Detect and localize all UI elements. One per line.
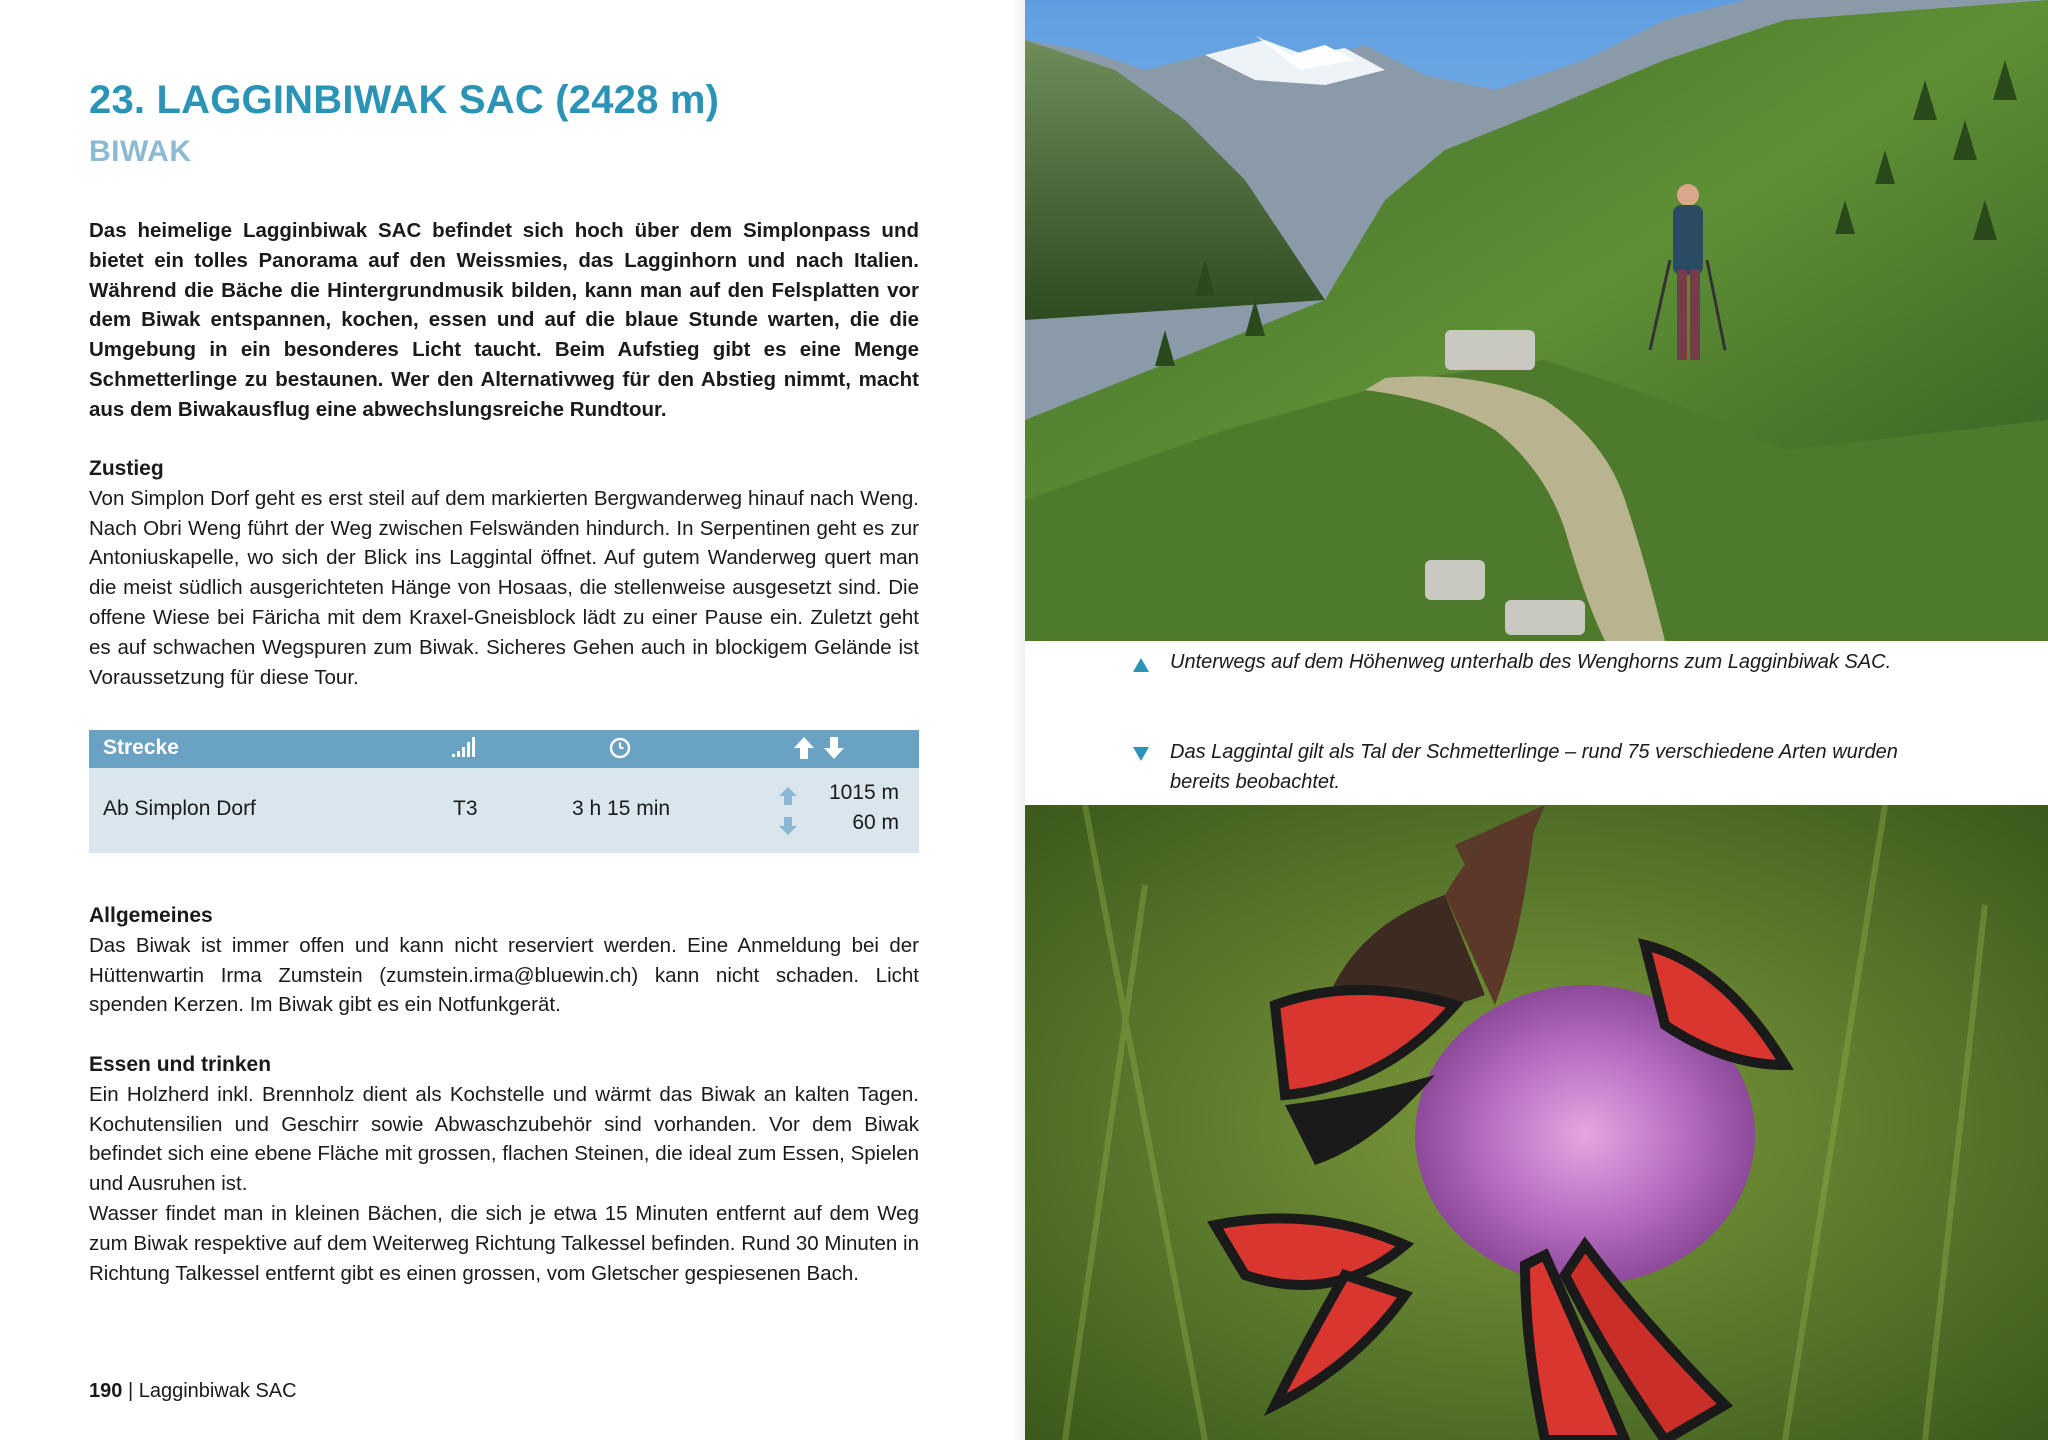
footer-section: Lagginbiwak SAC: [138, 1380, 297, 1402]
right-page: [1025, 0, 2048, 1440]
triangle-up-icon: [1132, 657, 1150, 673]
page-title: 23. LAGGINBIWAK SAC (2428 m): [89, 78, 720, 122]
section-text: Von Simplon Dorf geht es erst steil auf dem markierten Bergwanderweg hinauf nach Weng. Nach Obri Weng führt der Weg zwischen Felswänden hindurch. In Serpentinen geht es zur Antoniuskapelle, wo sich der Blick ins Laggintal öffnet. Auf gutem Wanderweg quert man die meist südlich ausgerichteten Hänge von Hosaas, die stellenweise ausgesetzt sind. Die offene Wiese bei Färicha mit dem Kraxel-Gneisblock lädt zu einer Pause ein. Zuletzt geht es auf schwachen Wegspuren zum Biwak. Sicheres Gehen auch in blockigem Gelände ist Voraussetzung für diese Tour.: [89, 486, 919, 689]
up-down-arrows-icon: [792, 735, 848, 767]
page-number: 190: [89, 1380, 123, 1402]
time-value: 3 h 15 min: [572, 797, 671, 820]
route-value: Ab Simplon Dorf: [103, 797, 256, 820]
triangle-down-icon: [1132, 746, 1150, 762]
signal-bars-icon: [451, 736, 477, 764]
section-text: Wasser findet man in kleinen Bächen, die sich je etwa 15 Minuten entfernt auf dem Weg zum Biwak respektive auf dem Weiterweg Richtung Talkessel befinden. Rund 30 Minuten in Richtung Talkessel entfernt gibt es einen grossen, vom Gletscher gespiesenen Bach.: [89, 1201, 919, 1285]
section-heading: Zustieg: [89, 457, 164, 480]
descent-value: 60 m: [852, 811, 899, 834]
section-heading: Essen und trinken: [89, 1053, 272, 1076]
tour-info-table: [89, 730, 919, 853]
section-essen-und-trinken: [89, 1050, 919, 1288]
photo-caption-bottom: Das Laggintal gilt als Tal der Schmetterlinge – rund 75 verschiedene Arten wurden bereits beobachtet.: [1170, 741, 1898, 793]
arrow-down-icon: [777, 816, 799, 836]
mountain-landscape-illustration: [1025, 0, 2048, 641]
section-allgemeines: [89, 901, 919, 1020]
section-zustieg: [89, 454, 919, 692]
table-header: [89, 730, 919, 768]
difficulty-value: T3: [453, 797, 478, 820]
section-text: Das Biwak ist immer offen und kann nicht reserviert werden. Eine Anmeldung bei der Hüttenwartin Irma Zumstein (zumstein.irma@bluewin.ch) kann nicht schaden. Licht spenden Kerzen. Im Biwak gibt es ein Notfunkgerät.: [89, 933, 919, 1017]
photo-caption-top: Unterwegs auf dem Höhenweg unterhalb des Wenghorns zum Lagginbiwak SAC.: [1170, 651, 1892, 673]
arrow-up-icon: [777, 786, 799, 806]
descent: [769, 811, 899, 841]
clock-icon: [609, 737, 631, 765]
table-row: [89, 768, 919, 853]
butterflies-illustration: [1025, 805, 2048, 1440]
intro-paragraph: Das heimelige Lagginbiwak SAC befindet sich hoch über dem Simplonpass und bietet ein tolles Panorama auf den Weissmies, das Lagginhorn und nach Italien. Während die Bäche die Hintergrundmusik bilden, kann man auf den Felsplatten vor dem Biwak entspannen, kochen, essen und auf die blaue Stunde warten, die die Umgebung in ein besonderes Licht taucht. Beim Aufstieg gibt es eine Menge Schmetterlinge zu bestaunen. Wer den Alternativweg für den Abstieg nimmt, macht aus dem Biwakausflug eine abwechslungsreiche Rundtour.: [89, 219, 919, 421]
section-text: Ein Holzherd inkl. Brennholz dient als Kochstelle und wärmt das Biwak an kalten Tagen. Kochutensilien und Geschirr sowie Abwaschzubehör sind vorhanden. Vor dem Biwak befindet sich eine ebene Fläche mit grossen, flachen Steinen, die ideal zum Essen, Spielen und Ausruhen ist.: [89, 1082, 919, 1196]
page-footer: [89, 1380, 297, 1403]
book-spine-shadow: [1010, 0, 1025, 1440]
footer-separator: |: [127, 1380, 134, 1402]
butterflies-on-flower-photo: [1025, 805, 2048, 1440]
page-subtitle: BIWAK: [89, 135, 192, 168]
hiker-trail-photo: [1025, 0, 2048, 641]
section-heading: Allgemeines: [89, 904, 213, 927]
ascent: [769, 781, 899, 811]
ascent-value: 1015 m: [828, 781, 899, 804]
header-route: Strecke: [103, 736, 179, 759]
